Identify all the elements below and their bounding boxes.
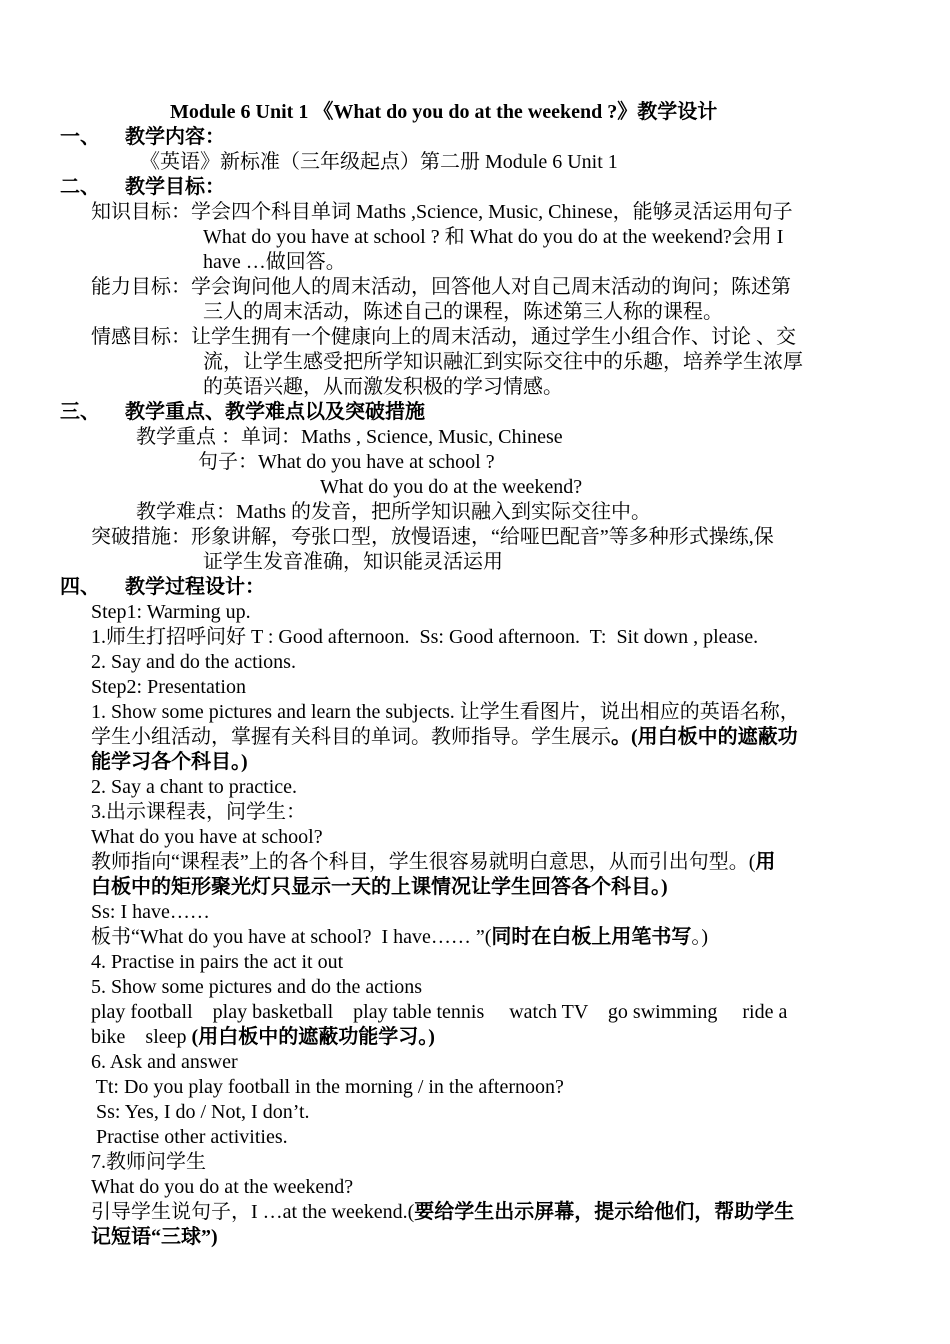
teacher-question: Tt: Do you play football in the morning / in the afternoon? (91, 1076, 564, 1098)
practise-other: Practise other activities. (91, 1126, 288, 1148)
measures-line-2: 证学生发音准确，知识能灵活运用 (203, 551, 503, 573)
step2-item-2: 2. Say a chant to practice. (91, 776, 298, 798)
activities-text: bike sleep (91, 1026, 192, 1048)
section-2-number: 二、 (60, 176, 100, 198)
step2-item-6: 6. Ask and answer (91, 1051, 238, 1073)
key-points-line: 教学重点 ：单词：Maths , Science, Music, Chinese (136, 426, 563, 448)
blackboard-note-end: 。) (691, 926, 709, 948)
section-1-number: 一、 (60, 126, 100, 148)
emotion-goal-line-2: 流，让学生感受把所学知识融汇到实际交往中的乐趣，培养学生浓厚 (203, 351, 803, 373)
step2-heading: Step2: Presentation (91, 676, 246, 698)
step2-item-1-text: 学生小组活动，掌握有关科目的单词。教师指导。学生展示 (91, 726, 611, 748)
section-3-heading: 教学重点、教学难点以及突破措施 (125, 401, 425, 423)
guide-note: 要给学生出示屏幕，提示给他们，帮助学生 (414, 1201, 795, 1223)
ability-goal-line-2: 三人的周末活动，陈述自己的课程，陈述第三人称的课程。 (203, 301, 723, 323)
teacher-points-line-1 (91, 850, 775, 875)
step2-item-1-line-1: 1. Show some pictures and learn the subjects. 让学生看图片，说出相应的英语名称， (91, 701, 800, 723)
measures-line-1: 突破措施：形象讲解，夸张口型，放慢语速，“给哑巴配音”等多种形式操练,保 (91, 526, 774, 548)
step2-item-3: 3.出示课程表，问学生： (91, 801, 306, 823)
section-1-content: 《英语》新标准（三年级起点）第二册 Module 6 Unit 1 (140, 151, 618, 173)
activities-note: (用白板中的遮蔽功能学习。) (191, 1026, 435, 1048)
guide-line-1 (91, 1200, 794, 1225)
step2-item-7: 7.教师问学生 (91, 1151, 206, 1173)
section-1-heading: 教学内容： (125, 126, 225, 148)
step1-item-2: 2. Say and do the actions. (91, 651, 296, 673)
knowledge-goal-line-1: 知识目标：学会四个科目单词 Maths ,Science, Music, Chinese，能够灵活运用句子 (91, 201, 793, 223)
section-3-number: 三、 (60, 401, 100, 423)
step2-item-5: 5. Show some pictures and do the actions (91, 976, 423, 998)
blackboard-text: 板书“What do you have at school? I have…… ”( (91, 926, 492, 948)
step1-heading: Step1: Warming up. (91, 601, 251, 623)
document-title: Module 6 Unit 1 《What do you do at the weekend ?》教学设计 (170, 101, 718, 123)
question-weekend: What do you do at the weekend? (91, 1176, 354, 1198)
key-sentence-2: What do you do at the weekend? (320, 476, 583, 498)
activities-line-2 (91, 1025, 435, 1050)
students-answer: Ss: I have…… (91, 901, 210, 923)
activities-line-1: play football play basketball play table tennis watch TV go swimming ride a (91, 1001, 788, 1023)
question-school: What do you have at school? (91, 826, 323, 848)
section-4-number: 四、 (60, 576, 100, 598)
knowledge-goal-line-3: have …做回答。 (203, 251, 346, 273)
blackboard-note: 同时在白板上用笔书写 (491, 926, 692, 948)
students-reply: Ss: Yes, I do / Not, I don’t. (91, 1101, 310, 1123)
section-4-heading: 教学过程设计： (125, 576, 265, 598)
key-sentence-1: 句子：What do you have at school ? (198, 451, 495, 473)
guide-line-2: 记短语“三球”) (91, 1226, 218, 1248)
step2-item-1-note: 。(用白板中的遮蔽功 (611, 726, 798, 748)
step2-item-1-line-2 (91, 725, 798, 750)
guide-text: 引导学生说句子，I …at the weekend.( (91, 1201, 415, 1223)
blackboard-line (91, 925, 708, 950)
ability-goal-line-1: 能力目标：学会询问他人的周末活动，回答他人对自己周末活动的询问；陈述第 (91, 276, 791, 298)
emotion-goal-line-1: 情感目标：让学生拥有一个健康向上的周末活动，通过学生小组合作、讨论 、交 (91, 326, 796, 348)
teacher-points-note-start: 用 (755, 851, 776, 873)
step2-item-1-line-3: 能学习各个科目。) (91, 751, 248, 773)
step2-item-4: 4. Practise in pairs the act it out (91, 951, 344, 973)
difficulty-line: 教学难点：Maths 的发音，把所学知识融入到实际交往中。 (136, 501, 651, 523)
emotion-goal-line-3: 的英语兴趣，从而激发积极的学习情感。 (203, 376, 563, 398)
teacher-points-text: 教师指向“课程表”上的各个科目，学生很容易就明白意思，从而引出句型。( (91, 851, 756, 873)
teacher-points-line-2: 白板中的矩形聚光灯只显示一天的上课情况让学生回答各个科目。) (91, 876, 668, 898)
step1-item-1: 1.师生打招呼问好 T : Good afternoon. Ss: Good afternoon. T: Sit down , please. (91, 626, 759, 648)
section-2-heading: 教学目标： (125, 176, 225, 198)
knowledge-goal-line-2: What do you have at school ? 和 What do you do at the weekend?会用 I (203, 226, 784, 248)
